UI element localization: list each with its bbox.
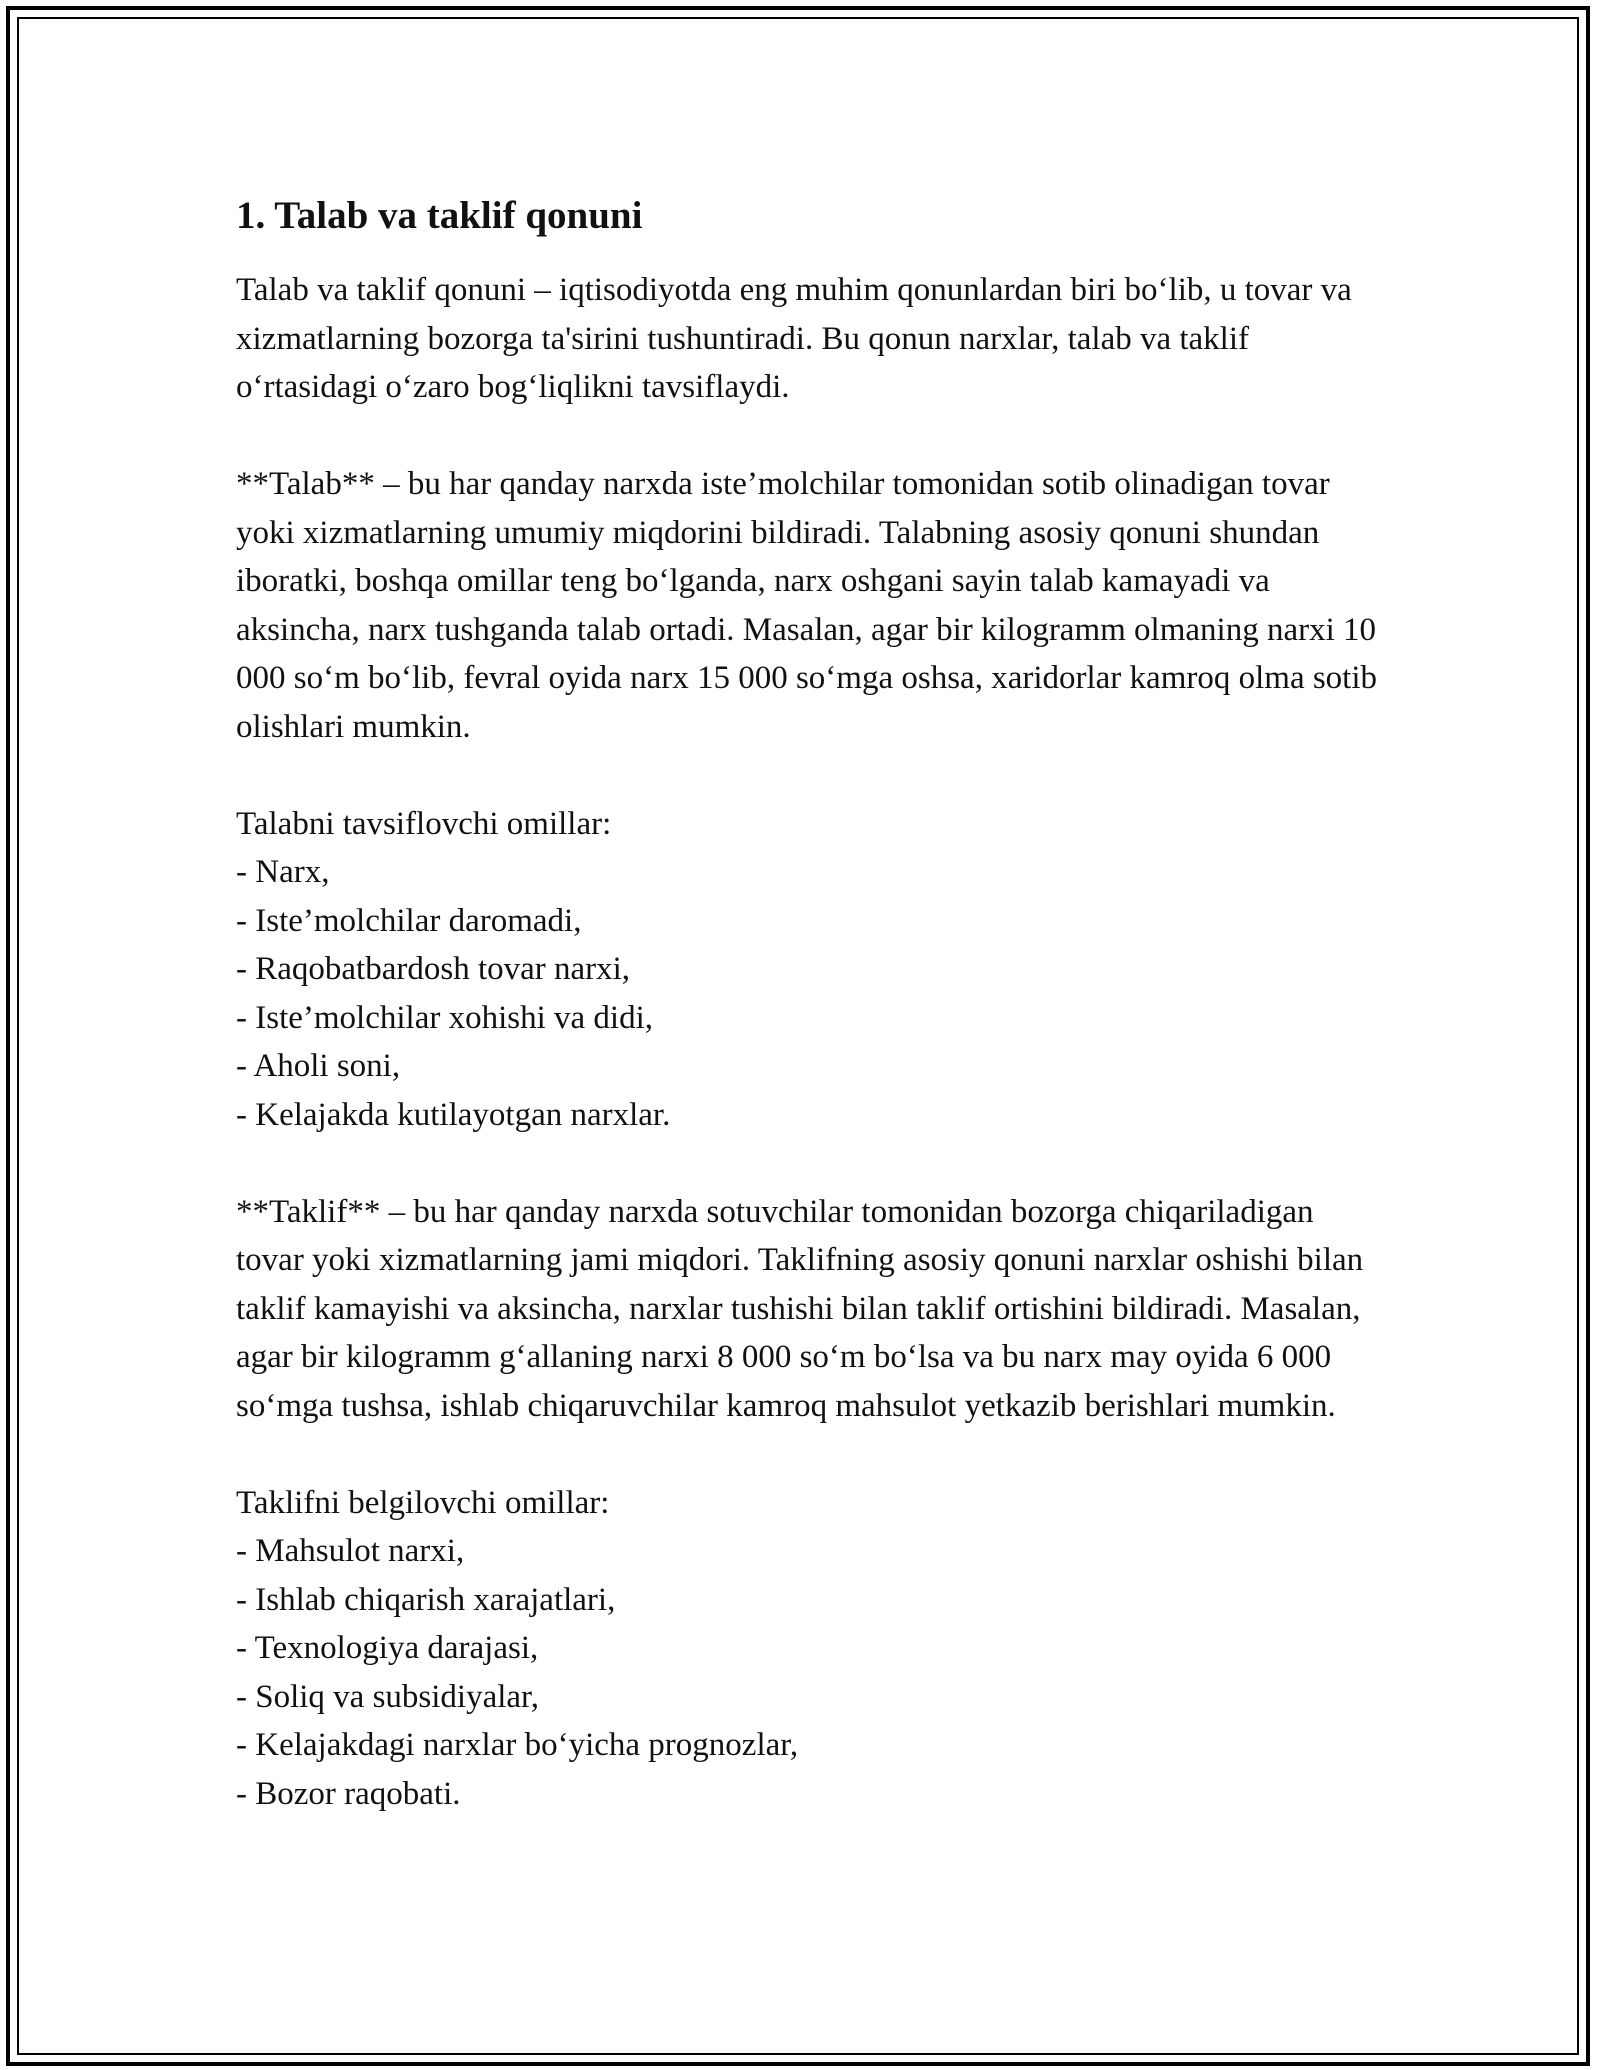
list-item: - Texnologiya darajasi, (236, 1630, 539, 1666)
list-item: - Aholi soni, (236, 1048, 401, 1084)
list-item: - Kelajakdagi narxlar bo‘yicha prognozlar, (236, 1727, 799, 1763)
document-body (236, 190, 1386, 1867)
list-item: - Soliq va subsidiyalar, (236, 1678, 539, 1715)
list-item: - Bozor raqobati. (236, 1775, 461, 1812)
intro-paragraph: Talab va taklif qonuni – iqtisodiyotda eng muhim qonunlardan biri bo‘lib, u tovar va xizmatlarning bozorga ta'sirini tushuntiradi. Bu qonun narxlar, talab va taklif o‘rtasidagi o‘zaro bog‘liqlikni tavsiflaydi. (236, 272, 1352, 405)
supply-factors-heading: Taklifni belgilovchi omillar: (236, 1484, 610, 1521)
list-item: - Ishlab chiqarish xarajatlari, (236, 1581, 616, 1618)
list-item: - Narx, (236, 854, 330, 890)
list-item: - Iste’molchilar daromadi, (236, 902, 582, 939)
document-title: 1. Talab va taklif qonuni (236, 194, 643, 237)
demand-factors-heading: Talabni tavsiflovchi omillar: (236, 805, 612, 842)
list-item: - Mahsulot narxi, (236, 1533, 465, 1569)
list-item: - Raqobatbardosh tovar narxi, (236, 951, 631, 987)
demand-factors-list (236, 800, 1386, 1140)
supply-factors-list (236, 1479, 1386, 1819)
demand-paragraph: **Talab** – bu har qanday narxda iste’molchilar tomonidan sotib olinadigan tovar yoki xizmatlarning umumiy miqdorini bildiradi. Talabning asosiy qonuni shundan iboratki, boshqa omillar teng bo‘lganda, narx oshgani sayin talab kamayadi va aksincha, narx tushganda talab ortadi. Masalan, agar bir kilogramm olmaning narxi 10 000 so‘m bo‘lib, fevral oyida narx 15 000 so‘mga oshsa, xaridorlar kamroq olma sotib olishlari mumkin. (236, 466, 1378, 745)
list-item: - Kelajakda kutilayotgan narxlar. (236, 1096, 671, 1133)
list-item: - Iste’molchilar xohishi va didi, (236, 999, 653, 1036)
supply-paragraph: **Taklif** – bu har qanday narxda sotuvchilar tomonidan bozorga chiqariladigan tovar yoki xizmatlarning jami miqdori. Taklifning asosiy qonuni narxlar oshishi bilan taklif kamayishi va aksincha, narxlar tushishi bilan taklif ortishini bildiradi. Masalan, agar bir kilogramm g‘allaning narxi 8 000 so‘m bo‘lsa va bu narx may oyida 6 000 so‘mga tushsa, ishlab chiqaruvchilar kamroq mahsulot yetkazib berishlari mumkin. (236, 1193, 1364, 1424)
